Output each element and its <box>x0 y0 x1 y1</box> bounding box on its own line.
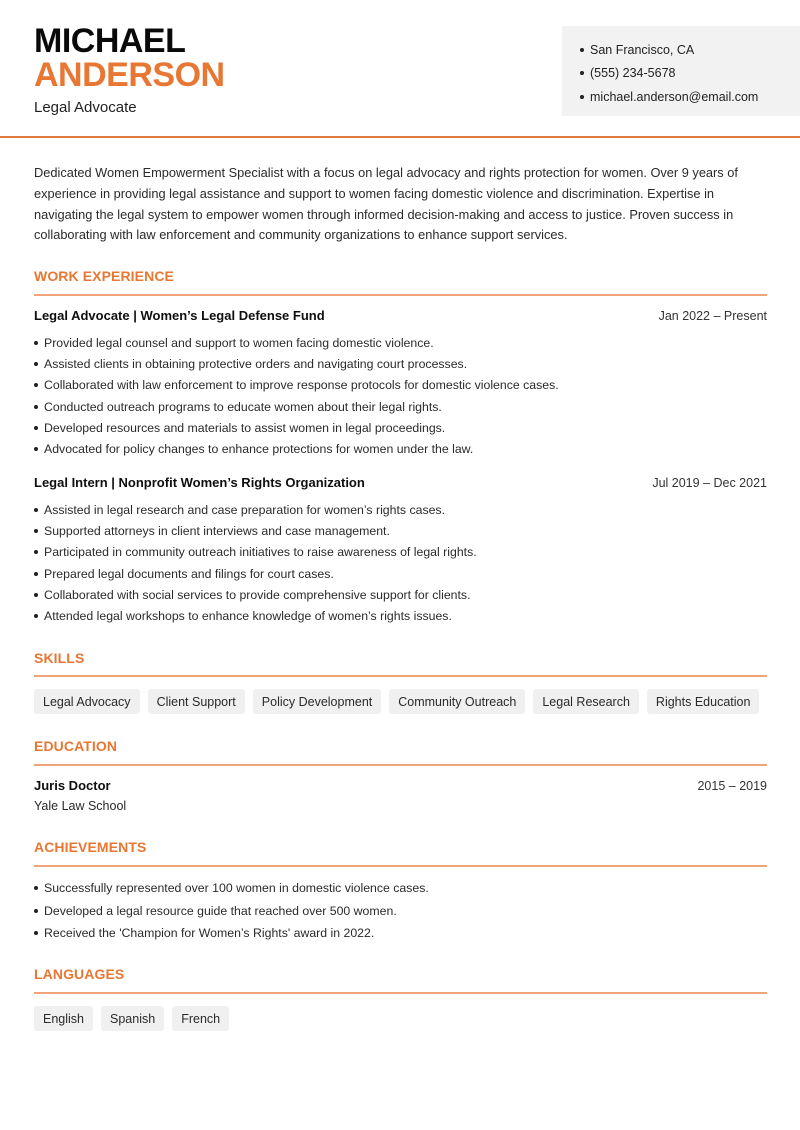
bullet-icon <box>34 405 38 409</box>
list-item: Assisted in legal research and case preparation for women’s rights cases. <box>34 499 769 520</box>
skill-chip: Legal Research <box>533 689 639 714</box>
list-item: Prepared legal documents and filings for court cases. <box>34 563 769 584</box>
job-dates: Jul 2019 – Dec 2021 <box>652 475 767 490</box>
job-dates: Jan 2022 – Present <box>658 308 767 323</box>
list-item: Conducted outreach programs to educate women about their legal rights. <box>34 396 769 417</box>
education-dates: 2015 – 2019 <box>697 778 767 793</box>
language-chip: Spanish <box>101 1006 164 1031</box>
list-item: Assisted clients in obtaining protective orders and navigating court processes. <box>34 353 769 374</box>
list-item: Collaborated with social services to provide comprehensive support for clients. <box>34 584 769 605</box>
skill-chip: Client Support <box>148 689 245 714</box>
bullet-icon <box>34 341 38 345</box>
list-item: Successfully represented over 100 women in domestic violence cases. <box>34 877 769 900</box>
list-item: Attended legal workshops to enhance knowledge of women’s rights issues. <box>34 605 769 626</box>
language-chip: English <box>34 1006 93 1031</box>
bullet-icon <box>34 572 38 576</box>
list-item: Advocated for policy changes to enhance protections for women under the law. <box>34 438 769 459</box>
contact-box <box>562 26 800 116</box>
languages-heading: LANGUAGES <box>34 966 125 982</box>
phone-text: (555) 234-5678 <box>590 66 676 81</box>
work-experience-heading: WORK EXPERIENCE <box>34 268 174 284</box>
bullet-icon <box>34 593 38 597</box>
section-divider <box>34 675 767 677</box>
skills-heading: SKILLS <box>34 650 85 666</box>
section-divider <box>34 865 767 867</box>
contact-location <box>580 38 800 62</box>
bullet-icon <box>34 383 38 387</box>
job-entry-1-bullets <box>34 332 769 460</box>
bullet-icon <box>34 614 38 618</box>
bullet-icon <box>580 71 584 75</box>
summary: Dedicated Women Empowerment Specialist with a focus on legal advocacy and rights protection for women. Over 9 years of experience in providing legal assistance and support to women facing domestic violence and discrimination. Expertise in navigating the legal system to empower women through informed decision-making and access to justice. Proven success in collaborating with law enforcement and community organizations to enhance support services. <box>34 165 738 243</box>
achievements-list <box>34 877 769 945</box>
degree: Juris Doctor <box>34 778 111 793</box>
email-text: michael.anderson@email.com <box>590 89 759 104</box>
job-entry-2-header <box>34 475 767 490</box>
school: Yale Law School <box>34 799 127 813</box>
bullet-icon <box>34 447 38 451</box>
last-name: ANDERSON <box>34 56 225 94</box>
bullet-icon <box>34 508 38 512</box>
skill-chip: Community Outreach <box>389 689 525 714</box>
skills-list <box>34 689 759 714</box>
contact-phone <box>580 62 800 86</box>
job-entry-1-header <box>34 308 767 323</box>
bullet-icon <box>580 95 584 99</box>
skill-chip: Legal Advocacy <box>34 689 140 714</box>
list-item: Developed resources and materials to assist women in legal proceedings. <box>34 417 769 438</box>
bullet-icon <box>34 909 38 913</box>
bullet-icon <box>580 48 584 52</box>
list-item: Developed a legal resource guide that reached over 500 women. <box>34 900 769 923</box>
language-chip: French <box>172 1006 229 1031</box>
list-item: Supported attorneys in client interviews and case management. <box>34 520 769 541</box>
education-heading: EDUCATION <box>34 738 118 754</box>
job-role: Legal Intern | Nonprofit Women’s Rights Organization <box>34 475 365 490</box>
achievements-heading: ACHIEVEMENTS <box>34 839 147 855</box>
bullet-icon <box>34 362 38 366</box>
list-item: Collaborated with law enforcement to improve response protocols for domestic violence cases. <box>34 375 769 396</box>
skill-chip: Rights Education <box>647 689 760 714</box>
skill-chip: Policy Development <box>253 689 381 714</box>
contact-email <box>580 85 800 109</box>
bullet-icon <box>34 426 38 430</box>
languages-list <box>34 1006 229 1031</box>
location-text: San Francisco, CA <box>590 42 695 57</box>
job-title: Legal Advocate <box>34 99 137 116</box>
first-name: MICHAEL <box>34 22 186 60</box>
education-entry-header <box>34 778 767 793</box>
list-item: Received the 'Champion for Women’s Rights' award in 2022. <box>34 922 769 945</box>
section-divider <box>34 992 767 994</box>
resume-header <box>0 0 800 138</box>
bullet-icon <box>34 529 38 533</box>
section-divider <box>34 764 767 766</box>
list-item: Provided legal counsel and support to women facing domestic violence. <box>34 332 769 353</box>
list-item: Participated in community outreach initiatives to raise awareness of legal rights. <box>34 542 769 563</box>
bullet-icon <box>34 931 38 935</box>
bullet-icon <box>34 550 38 554</box>
job-entry-2-bullets <box>34 499 769 627</box>
bullet-icon <box>34 886 38 890</box>
section-divider <box>34 294 767 296</box>
job-role: Legal Advocate | Women’s Legal Defense Fund <box>34 308 325 323</box>
